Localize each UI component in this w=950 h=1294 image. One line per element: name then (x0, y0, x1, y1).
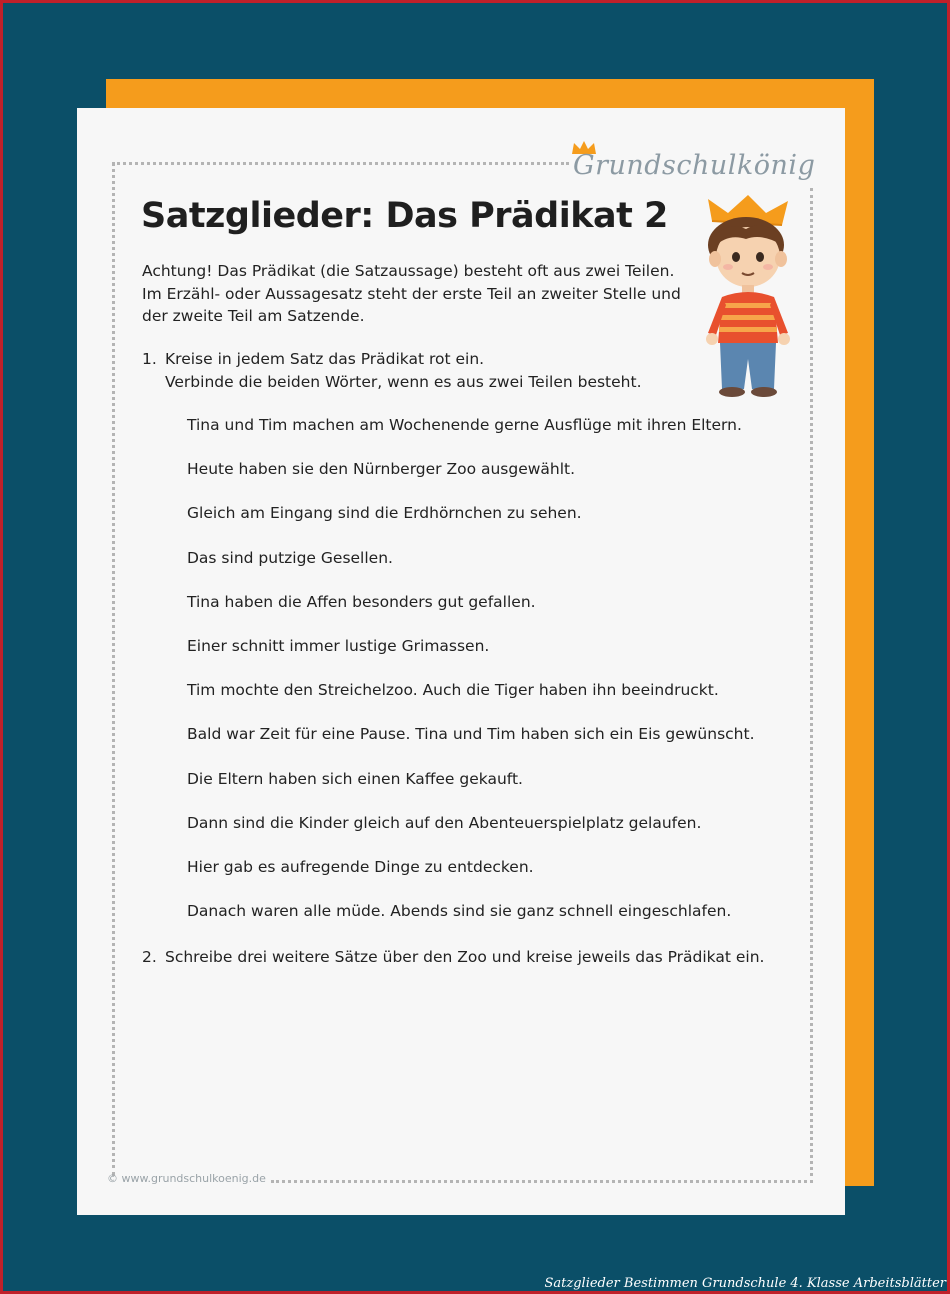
dotted-border-bottom (271, 1180, 813, 1183)
sentence-item: Hier gab es aufregende Dinge zu entdecken. (187, 857, 534, 876)
sentence-item: Danach waren alle müde. Abends sind sie ganz schnell eingeschlafen. (187, 902, 732, 921)
sentence-item: Tim mochte den Streichelzoo. Auch die Tiger haben ihn beeindruckt. (187, 681, 719, 700)
task-number: 2. (142, 948, 157, 966)
sentence-item: Tina und Tim machen am Wochenende gerne Ausflüge mit ihren Eltern. (187, 416, 742, 434)
task-instruction: Schreibe drei weitere Sätze über den Zoo und kreise jeweils das Prädikat ein. (165, 948, 765, 966)
dotted-border-left (112, 162, 115, 1176)
king-boy-illustration (698, 193, 798, 398)
website-footer: © www.grundschulkoenig.de (107, 1172, 266, 1185)
brand-name: Grundschulkönig (573, 150, 816, 181)
dotted-border-right (810, 188, 813, 1176)
image-caption: Satzglieder Bestimmen Grundschule 4. Klasse Arbeitsblätter (544, 1276, 946, 1291)
worksheet-page (77, 108, 845, 1215)
sentence-item: Das sind putzige Gesellen. (187, 548, 393, 567)
task-number: 1. (142, 350, 157, 368)
task-instruction: Verbinde die beiden Wörter, wenn es aus zwei Teilen besteht. (165, 372, 642, 391)
sentence-item: Gleich am Eingang sind die Erdhörnchen zu sehen. (187, 504, 582, 523)
sentence-item: Dann sind die Kinder gleich auf den Abenteuerspielplatz gelaufen. (187, 813, 702, 832)
intro-text (142, 260, 682, 328)
dotted-border-top (112, 162, 569, 165)
sentence-item: Bald war Zeit für eine Pause. Tina und Tim haben sich ein Eis gewünscht. (187, 725, 755, 744)
task-2 (142, 946, 782, 968)
brand-logo (571, 140, 821, 188)
sentence-item: Einer schnitt immer lustige Grimassen. (187, 636, 490, 655)
intro-line: der zweite Teil am Satzende. (142, 307, 365, 325)
task-1 (142, 348, 702, 393)
intro-line: Achtung! Das Prädikat (die Satzaussage) besteht oft aus zwei Teilen. (142, 262, 675, 280)
sentence-item: Tina haben die Affen besonders gut gefallen. (187, 592, 536, 611)
sentence-item: Die Eltern haben sich einen Kaffee gekauft. (187, 769, 523, 788)
sentence-list (187, 414, 787, 944)
page-title: Satzglieder: Das Prädikat 2 (141, 196, 668, 236)
task-instruction: Kreise in jedem Satz das Prädikat rot ein. (165, 350, 485, 368)
sentence-item: Heute haben sie den Nürnberger Zoo ausgewählt. (187, 460, 576, 479)
intro-line: Im Erzähl- oder Aussagesatz steht der erste Teil an zweiter Stelle und (142, 284, 681, 303)
